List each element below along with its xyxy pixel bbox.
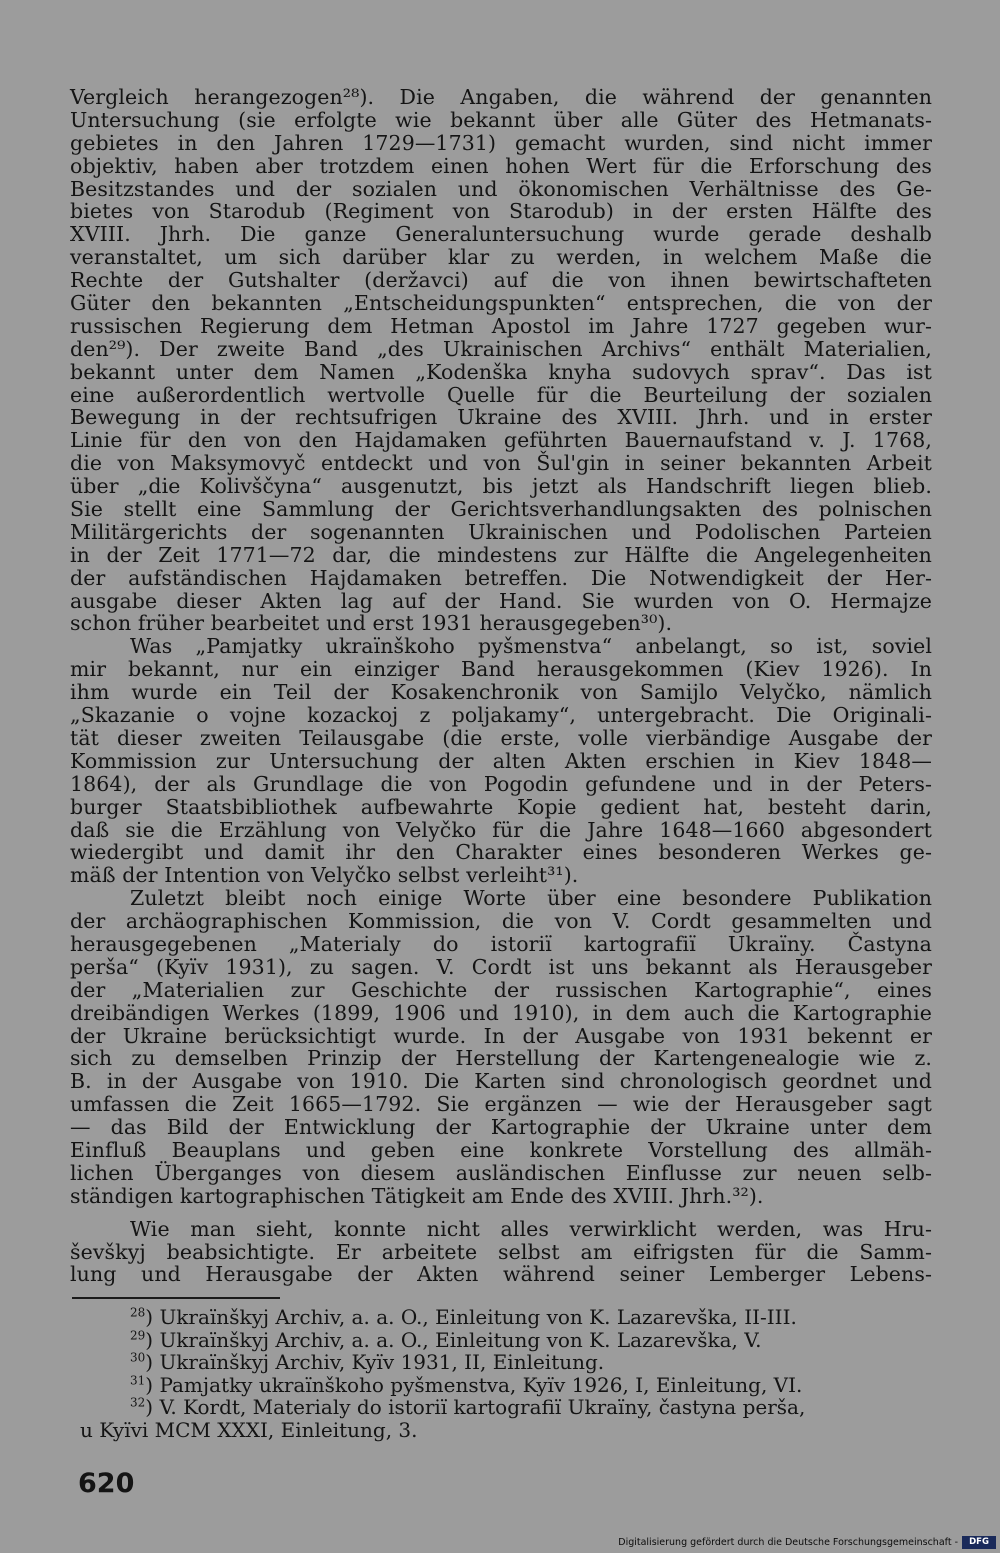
text-line: ihm wurde ein Teil der Kosakenchronik von Samijlo Velyčko, nämlich <box>70 680 932 705</box>
text-line: Untersuchung (sie erfolgte wie bekannt über alle Güter des Hetmanats- <box>70 107 932 132</box>
text-line: lichen Überganges von diesem ausländischen Einflusse zur neuen selb- <box>70 1160 932 1185</box>
footnote: $^{28}$) Ukraïnškyj Archiv, a. a. O., Einleitung von K. Lazarevška, II-III. <box>130 1305 797 1329</box>
text-line: wiedergibt und damit ihr den Charakter eines besonderen Werkes ge- <box>70 840 932 865</box>
text-line: Zuletzt bleibt noch einige Worte über eine besondere Publikation <box>130 886 932 911</box>
text-line: „Skazanie o vojne kozackoj z poljakamy“, untergebracht. Die Originali- <box>70 703 932 728</box>
text-line: bekannt unter dem Namen „Kodenška knyha sudovych sprav“. Das ist <box>70 359 932 384</box>
text-line: Besitzstandes und der sozialen und ökonomischen Verhältnisse des Ge- <box>70 176 932 201</box>
text-line: herausgegebenen „Materialy do istoriï kartografiï Ukraïny. Častyna <box>70 931 932 956</box>
text-line: Linie für den von den Hajdamaken geführten Bauernaufstand v. J. 1768, <box>70 428 932 453</box>
footnote-text: Ukraïnškyj Archiv, Kyïv 1931, II, Einleitung. <box>159 1350 605 1374</box>
text-line: sich zu demselben Prinzip der Herstellung der Kartengenealogie wie z. <box>70 1046 932 1071</box>
text-line: mir bekannt, nur ein einziger Band herausgekommen (Kiev 1926). In <box>70 657 932 682</box>
page-number: 620 <box>78 1468 135 1499</box>
text-line: Sie stellt eine Sammlung der Gerichtsverhandlungsakten des polnischen <box>70 497 932 522</box>
text-line: Militärgerichts der sogenannten Ukrainischen und Podolischen Parteien <box>70 519 932 544</box>
text-line: gebietes in den Jahren 1729—1731) gemacht wurden, sind nicht immer <box>70 130 932 155</box>
text-line: der archäographischen Kommission, die von V. Cordt gesammelten und <box>70 909 932 934</box>
text-line: Rechte der Gutshalter (deržavci) auf die von ihnen bewirtschafteten <box>70 268 932 293</box>
footnote-number: 31 <box>130 1372 146 1387</box>
text-line: lung und Herausgabe der Akten während seiner Lemberger Lebens- <box>70 1262 932 1287</box>
text-line: mäß der Intention von Velyčko selbst verleiht³¹). <box>70 863 579 888</box>
text-line: Bewegung in der rechtsufrigen Ukraine des XVIII. Jhrh. und in erster <box>70 405 932 430</box>
text-line: Güter den bekannten „Entscheidungspunkten“ entsprechen, die von der <box>70 291 932 316</box>
text-line: umfassen die Zeit 1665—1792. Sie ergänzen — wie der Herausgeber sagt <box>70 1092 932 1117</box>
text-line: XVIII. Jhrh. Die ganze Generaluntersuchung wurde gerade deshalb <box>70 222 932 247</box>
text-line: ševškyj beabsichtigte. Er arbeitete selbst am eifrigsten für die Samm- <box>70 1239 932 1264</box>
footnote-continuation <box>80 1419 935 1442</box>
text-line: russischen Regierung dem Hetman Apostol im Jahre 1727 gegeben wur- <box>70 313 932 338</box>
footnote-text: V. Kordt, Materialy do istoriï kartografiï Ukraïny, častyna perša, <box>159 1395 806 1419</box>
footnote: $^{29}$) Ukraïnškyj Archiv, a. a. O., Einleitung von K. Lazarevška, V. <box>130 1327 762 1352</box>
text-line: Was „Pamjatky ukraïnškoho pyšmenstva“ anbelangt, so ist, soviel <box>130 634 932 659</box>
text-line: Kommission zur Untersuchung der alten Akten erschien in Kiev 1848— <box>70 748 932 773</box>
footnote-text: u Kyïvi MCM XXXI, Einleitung, 3. <box>80 1417 418 1442</box>
text-line: Wie man sieht, konnte nicht alles verwirklicht werden, was Hru- <box>130 1216 932 1241</box>
footnote-divider <box>72 1297 280 1299</box>
text-line: Vergleich herangezogen²⁸). Die Angaben, die während der genannten <box>70 85 932 109</box>
text-line: der „Materialien zur Geschichte der russischen Kartographie“, eines <box>70 977 932 1002</box>
text-line: burger Staatsbibliothek aufbewahrte Kopie gedient hat, besteht darin, <box>70 794 932 819</box>
footnote-text: Ukraïnškyj Archiv, a. a. O., Einleitung von K. Lazarevška, V. <box>159 1327 762 1352</box>
text-line: eine außerordentlich wertvolle Quelle für die Beurteilung der sozialen <box>70 382 932 407</box>
text-line: — das Bild der Entwicklung der Kartographie der Ukraine unter dem <box>70 1115 932 1140</box>
text-line: daß sie die Erzählung von Velyčko für die Jahre 1648—1660 abgesondert <box>70 817 932 842</box>
footnote: $^{31}$) Pamjatky ukraïnškoho pyšmenstva, Kyïv 1926, I, Einleitung, VI. <box>130 1372 803 1397</box>
footnote: $^{32}$) V. Kordt, Materialy do istoriï kartografiï Ukraïny, častyna perša, <box>130 1395 806 1419</box>
text-line: den²⁹). Der zweite Band „des Ukrainischen Archivs“ enthält Materialien, <box>70 336 932 361</box>
footnote-number: 32 <box>130 1395 146 1410</box>
footnote-text: Ukraïnškyj Archiv, a. a. O., Einleitung von K. Lazarevška, II-III. <box>159 1305 797 1329</box>
text-line: veranstaltet, um sich darüber klar zu werden, in welchem Maße die <box>70 245 932 270</box>
text-line: der Ukraine berücksichtigt wurde. In der Ausgabe von 1931 bekennt er <box>70 1023 932 1048</box>
text-line: über „die Kolivščyna“ ausgenutzt, bis jetzt als Handschrift liegen blieb. <box>70 474 932 499</box>
footnote-number: 30 <box>130 1350 146 1365</box>
footnote-text: Pamjatky ukraïnškoho pyšmenstva, Kyïv 1926, I, Einleitung, VI. <box>159 1372 803 1397</box>
text-line: schon früher bearbeitet und erst 1931 herausgegeben³⁰). <box>70 611 673 636</box>
text-line: B. in der Ausgabe von 1910. Die Karten sind chronologisch geordnet und <box>70 1069 932 1094</box>
text-line: in der Zeit 1771—72 dar, die mindestens zur Hälfte die Angelegenheiten <box>70 542 932 567</box>
text-line: bietes von Starodub (Regiment von Starodub) in der ersten Hälfte des <box>70 199 932 224</box>
text-line: der aufständischen Hajdamaken betreffen. Die Notwendigkeit der Her- <box>70 565 932 590</box>
text-line: ausgabe dieser Akten lag auf der Hand. Sie wurden von O. Hermajze <box>70 588 932 613</box>
text-line: tät dieser zweiten Teilausgabe (die erste, volle vierbändige Ausgabe der <box>70 725 932 750</box>
footnote-number: 29 <box>130 1327 146 1342</box>
text-line: perša“ (Kyïv 1931), zu sagen. V. Cordt ist uns bekannt als Herausgeber <box>70 954 932 979</box>
footnote-number: 28 <box>130 1305 146 1320</box>
text-line: 1864), der als Grundlage die von Pogodin gefundene und in der Peters- <box>70 771 932 796</box>
footnote: $^{30}$) Ukraïnškyj Archiv, Kyïv 1931, II, Einleitung. <box>130 1350 605 1374</box>
footnotes <box>80 1306 935 1441</box>
body-text <box>70 86 932 1286</box>
text-line: die von Maksymovyč entdeckt und von Šul'gin in seiner bekannten Arbeit <box>70 451 932 476</box>
text-line: ständigen kartographischen Tätigkeit am Ende des XVIII. Jhrh.³²). <box>70 1183 764 1208</box>
text-line: dreibändigen Werkes (1899, 1906 und 1910), in dem auch die Kartographie <box>70 1000 932 1025</box>
text-line: objektiv, haben aber trotzdem einen hohen Wert für die Erforschung des <box>70 153 932 178</box>
digitization-credit: Digitalisierung gefördert durch die Deutsche Forschungsgemeinschaft - <box>618 1537 958 1548</box>
dfg-logo-icon: DFG <box>962 1536 996 1549</box>
text-line: Einfluß Beauplans und geben eine konkrete Vorstellung des allmäh- <box>70 1137 932 1162</box>
